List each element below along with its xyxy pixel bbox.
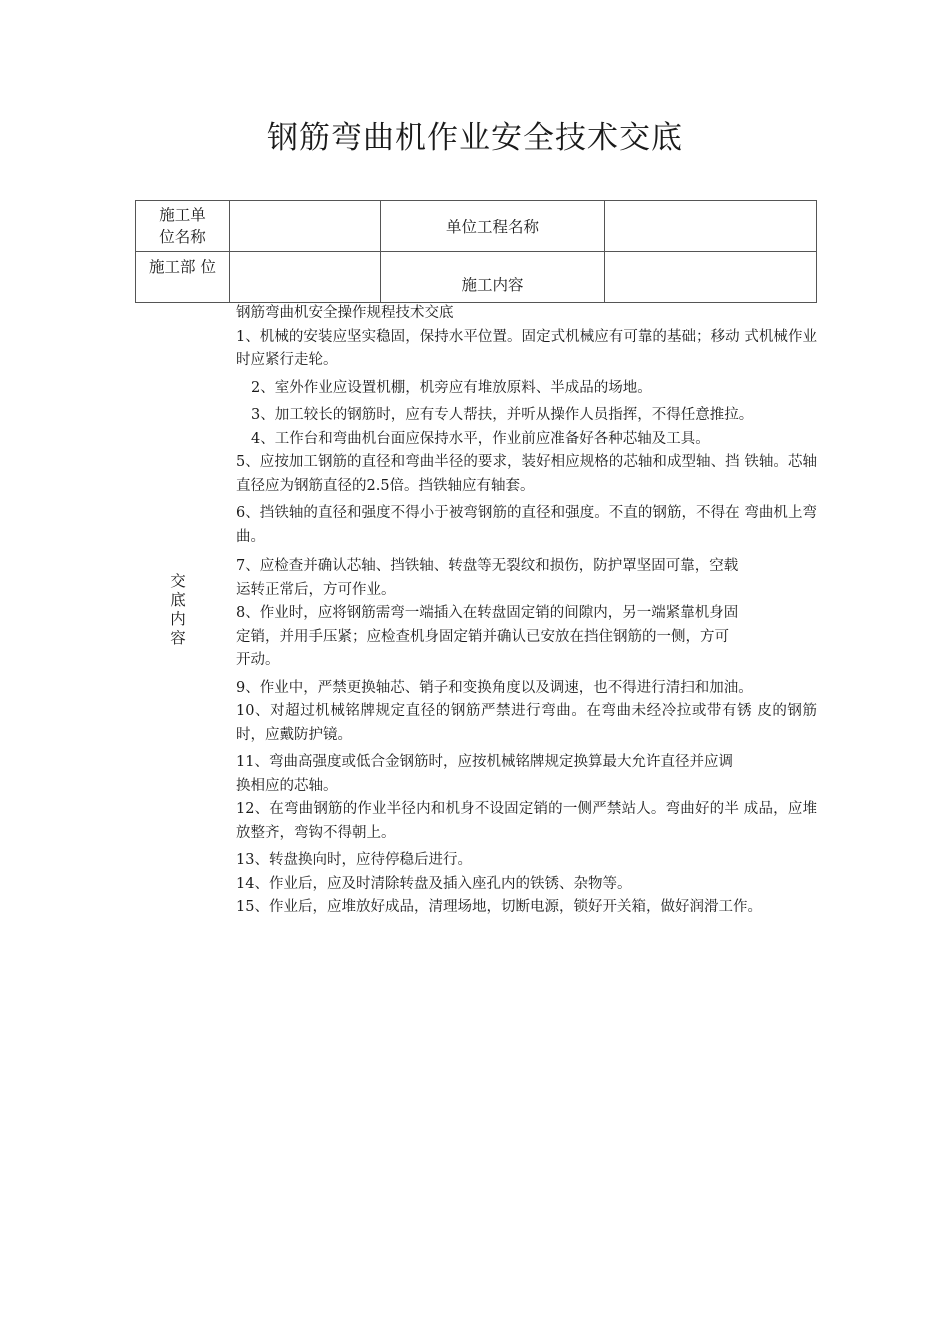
briefing-item: 10、对超过机械铭牌规定直径的钢筋严禁进行弯曲。在弯曲未经冷拉或带有锈 皮的钢筋时，应戴防护镜。 xyxy=(236,703,817,743)
briefing-item: 定销，并用手压紧；应检查机身固定销并确认已安放在挡住钢筋的一侧，方可 xyxy=(236,628,729,645)
briefing-item: 2、室外作业应设置机棚，机旁应有堆放原料、半成品的场地。 xyxy=(251,379,652,396)
briefing-item: 12、在弯曲钢筋的作业半径内和机身不设固定销的一侧严禁站人。弯曲好的半 成品，应堆放整齐，弯钩不得朝上。 xyxy=(236,801,817,841)
briefing-item: 15、作业后，应堆放好成品，清理场地，切断电源，锁好开关箱，做好润滑工作。 xyxy=(236,899,762,915)
info-table xyxy=(135,200,817,303)
content-value xyxy=(605,252,817,303)
briefing-content xyxy=(236,302,817,920)
briefing-side-label xyxy=(168,572,188,648)
briefing-item: 14、作业后，应及时清除转盘及插入座孔内的铁锈、杂物等。 xyxy=(236,875,632,892)
side-label-char: 内 xyxy=(170,610,186,628)
briefing-item: 8、作业时，应将钢筋需弯一端插入在转盘固定销的间隙内，另一端紧靠机身固 xyxy=(236,605,739,621)
briefing-item: 运转正常后，方可作业。 xyxy=(236,581,396,598)
briefing-heading: 钢筋弯曲机安全操作规程技术交底 xyxy=(236,305,454,321)
briefing-item: 6、挡铁轴的直径和强度不得小于被弯钢筋的直径和强度。不直的钢筋，不得在 弯曲机上弯曲。 xyxy=(236,505,817,545)
location-value xyxy=(230,252,381,303)
project-name-value xyxy=(605,201,817,252)
content-label: 施工内容 xyxy=(381,252,605,303)
info-table-row xyxy=(136,252,817,303)
side-label-char: 容 xyxy=(170,629,186,647)
info-table-row xyxy=(136,201,817,252)
project-name-label: 单位工程名称 xyxy=(381,201,605,252)
side-label-char: 交 xyxy=(170,572,186,590)
unit-name-label xyxy=(136,201,230,252)
briefing-item: 5、应按加工钢筋的直径和弯曲半径的要求，装好相应规格的芯轴和成型轴、挡 铁轴。芯轴直径应为钢筋直径的2.5倍。挡铁轴应有轴套。 xyxy=(236,454,817,494)
briefing-item: 4、工作台和弯曲机台面应保持水平，作业前应准备好各种芯轴及工具。 xyxy=(251,430,710,447)
briefing-item: 1、机械的安装应坚实稳固，保持水平位置。固定式机械应有可靠的基础；移动 式机械作业时应紧行走轮。 xyxy=(236,328,817,368)
page-title: 钢筋弯曲机作业安全技术交底 xyxy=(267,120,683,156)
side-label-char: 底 xyxy=(170,591,186,609)
location-label: 施工部 位 xyxy=(136,252,230,303)
briefing-item: 13、转盘换向时，应待停稳后进行。 xyxy=(236,852,472,868)
briefing-item: 3、加工较长的钢筋时，应有专人帮扶，并听从操作人员指挥，不得任意推拉。 xyxy=(251,407,754,423)
unit-name-label-line1: 施工单 xyxy=(159,206,206,224)
unit-name-label-line2: 位名称 xyxy=(159,228,206,246)
briefing-item: 7、应检查并确认芯轴、挡铁轴、转盘等无裂纹和损伤，防护罩坚固可靠，空载 xyxy=(236,558,739,574)
briefing-item: 换相应的芯轴。 xyxy=(236,777,338,794)
briefing-item: 9、作业中，严禁更换轴芯、销子和变换角度以及调速，也不得进行清扫和加油。 xyxy=(236,679,753,696)
briefing-item: 开动。 xyxy=(236,652,280,668)
briefing-item: 11、弯曲高强度或低合金钢筋时，应按机械铭牌规定换算最大允许直径并应调 xyxy=(236,754,733,770)
unit-name-value xyxy=(230,201,381,252)
